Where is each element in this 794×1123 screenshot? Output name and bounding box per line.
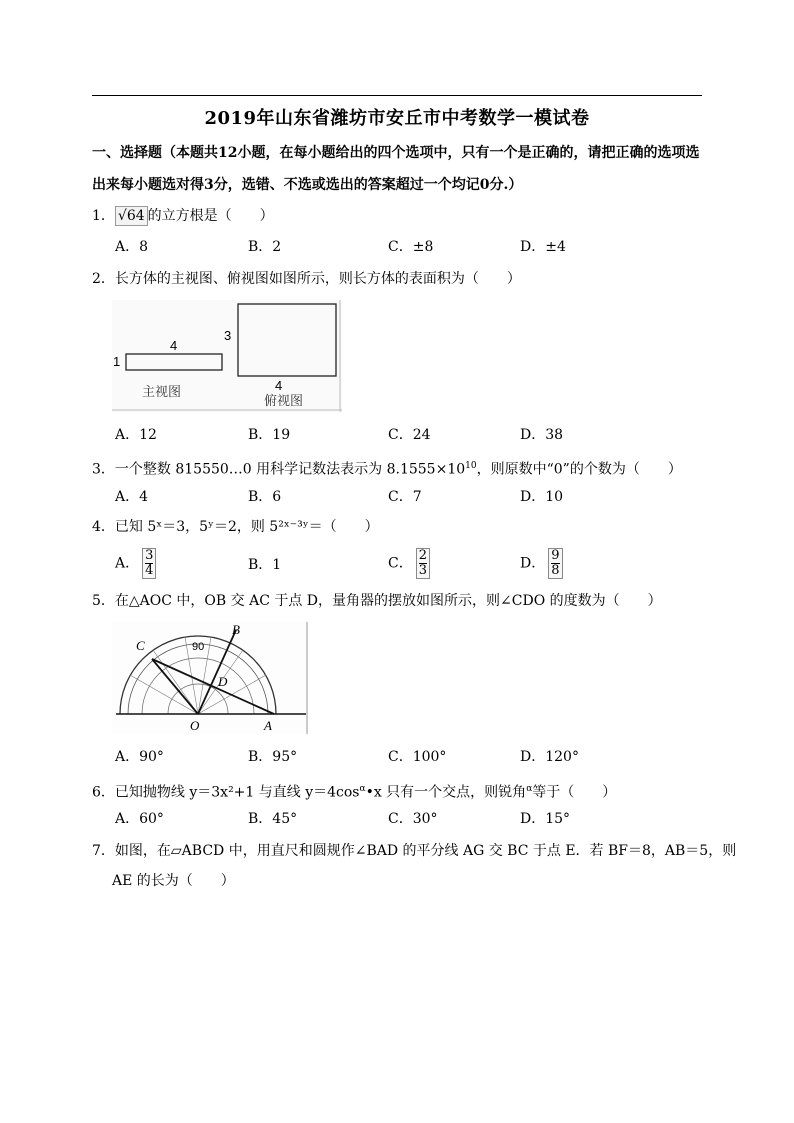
q4-option-c-fraction bbox=[416, 548, 430, 579]
q5-protractor-figure bbox=[112, 622, 308, 734]
q2-option-b: B．19 bbox=[248, 427, 291, 443]
header-rule bbox=[92, 95, 702, 96]
q5-option-b: B．95° bbox=[248, 749, 298, 765]
question-6-text-b: •x 只有一个交点，则锐角 bbox=[365, 784, 527, 801]
q4-option-a-label: A． bbox=[115, 555, 140, 572]
q3-option-c: C．7 bbox=[388, 489, 422, 505]
q2-option-a: A．12 bbox=[115, 427, 157, 443]
q1-option-d: D．±4 bbox=[520, 239, 566, 255]
q5-option-a: A．90° bbox=[115, 749, 164, 765]
fraction-numerator: 3 bbox=[145, 548, 154, 563]
question-3-text-a: 3．一个整数 815550…0 用科学记数法表示为 8.1555×10 bbox=[92, 461, 466, 478]
fraction-numerator: 9 bbox=[551, 548, 560, 563]
q6-option-d: D．15° bbox=[520, 811, 571, 827]
fraction-denominator: 3 bbox=[418, 563, 427, 578]
q5-option-c: C．100° bbox=[388, 749, 447, 765]
q1-option-b: B．2 bbox=[248, 239, 282, 255]
point-o-label: O bbox=[190, 718, 200, 733]
top-width-label: 4 bbox=[275, 378, 283, 393]
page-title: 2019年山东省潍坊市安丘市中考数学一模试卷 bbox=[204, 108, 590, 129]
point-b-label: B bbox=[232, 622, 240, 637]
q4-option-d-fraction bbox=[548, 548, 562, 579]
section-instructions-line1: 一、选择题（本题共12小题，在每小题给出的四个选项中，只有一个是正确的，请把正确的选项选 bbox=[92, 145, 700, 161]
front-height-label: 1 bbox=[113, 354, 121, 369]
fraction-denominator: 4 bbox=[145, 563, 154, 578]
q4-option-a-fraction bbox=[142, 548, 156, 579]
question-2: 2．长方体的主视图、俯视图如图所示，则长方体的表面积为（ ） bbox=[92, 271, 521, 287]
top-height-label: 3 bbox=[224, 328, 232, 343]
point-a-label: A bbox=[264, 718, 272, 733]
sqrt-64-image: √64 bbox=[115, 206, 148, 226]
question-3 bbox=[92, 457, 682, 479]
q6-option-a: A．60° bbox=[115, 811, 164, 827]
q1-option-a: A．8 bbox=[115, 239, 149, 255]
q6-option-b: B．45° bbox=[248, 811, 298, 827]
question-1 bbox=[92, 206, 274, 226]
section-instructions-line2: 出来每小题选对得3分，选错、不选或选出的答案超过一个均记0分.） bbox=[92, 177, 523, 193]
question-6 bbox=[92, 780, 616, 802]
q1-option-c: C．±8 bbox=[388, 239, 434, 255]
question-7-line1: 7．如图，在▱ABCD 中，用直尺和圆规作∠BAD 的平分线 AG 交 BC 于点 E．若 BF＝8，AB＝5，则 bbox=[92, 843, 737, 859]
q3-option-a: A．4 bbox=[115, 489, 149, 505]
question-6-alpha-2: α bbox=[526, 784, 533, 794]
q4-option-c bbox=[388, 548, 430, 579]
question-1-text: 的立方根是（ ） bbox=[147, 208, 274, 224]
question-6-text-c: 等于（ ） bbox=[532, 784, 617, 801]
q4-option-a bbox=[115, 548, 156, 579]
question-1-number: 1． bbox=[92, 208, 115, 224]
question-6-text-a: 6．已知抛物线 y＝3x²+1 与直线 y＝4cos bbox=[92, 784, 360, 801]
front-width-label: 4 bbox=[170, 338, 178, 353]
point-c-label: C bbox=[136, 638, 145, 653]
q4-option-d bbox=[520, 548, 563, 579]
q2-views-figure bbox=[112, 300, 342, 412]
question-3-exponent: 10 bbox=[465, 461, 477, 471]
q3-option-d: D．10 bbox=[520, 489, 564, 505]
q4-option-c-label: C． bbox=[388, 555, 413, 572]
q4-option-b: B．1 bbox=[248, 557, 282, 573]
question-4: 4．已知 5ˣ＝3，5ʸ＝2，则 5²ˣ⁻³ʸ＝（ ） bbox=[92, 519, 379, 535]
fraction-numerator: 2 bbox=[418, 548, 427, 563]
front-view-caption: 主视图 bbox=[142, 385, 182, 400]
q5-option-d: D．120° bbox=[520, 749, 579, 765]
protractor-90-label: 90 bbox=[192, 641, 205, 653]
point-d-label: D bbox=[218, 674, 228, 689]
fraction-denominator: 8 bbox=[551, 563, 560, 578]
top-view-caption: 俯视图 bbox=[264, 394, 304, 409]
question-5: 5．在△AOC 中，OB 交 AC 于点 D，量角器的摆放如图所示，则∠CDO 的度数为（ ） bbox=[92, 593, 662, 609]
q6-option-c: C．30° bbox=[388, 811, 438, 827]
question-3-text-b: ，则原数中“0”的个数为（ ） bbox=[476, 461, 682, 478]
q3-option-b: B．6 bbox=[248, 489, 282, 505]
q4-option-d-label: D． bbox=[520, 555, 546, 572]
question-6-alpha: α bbox=[359, 784, 366, 794]
q2-option-c: C．24 bbox=[388, 427, 431, 443]
q2-option-d: D．38 bbox=[520, 427, 564, 443]
question-7-line2: AE 的长为（ ） bbox=[112, 873, 235, 889]
